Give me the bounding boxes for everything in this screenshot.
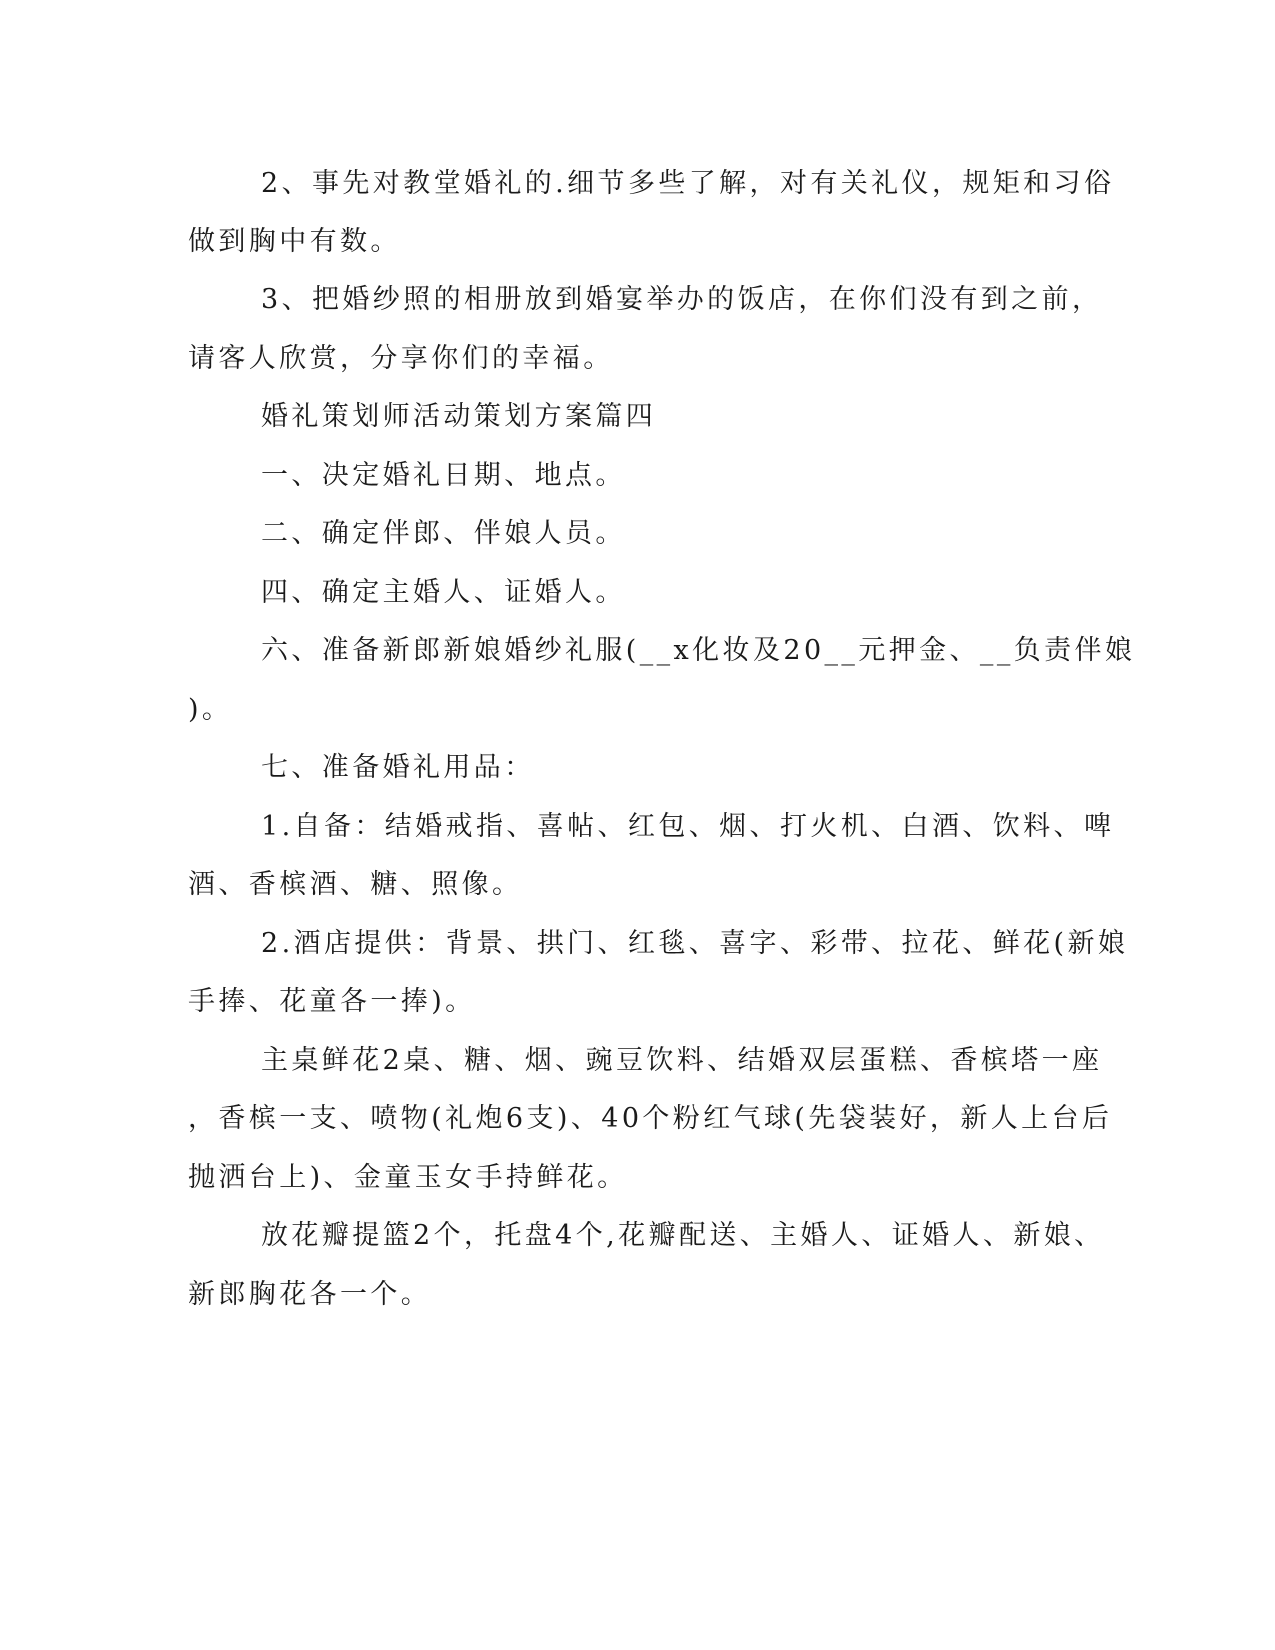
list-item: 四、确定主婚人、证婚人。 [261, 577, 626, 608]
paragraph-line: 做到胸中有数。 [188, 226, 401, 257]
paragraph-line: 放花瓣提篮2个，托盘4个,花瓣配送、主婚人、证婚人、新娘、 [261, 1220, 1105, 1251]
paragraph-line: 抛洒台上)、金童玉女手持鲜花。 [188, 1162, 628, 1193]
paragraph-line: 主桌鲜花2桌、糖、烟、豌豆饮料、结婚双层蛋糕、香槟塔一座 [261, 1045, 1103, 1076]
list-item: 六、准备新郎新娘婚纱礼服(__x化妆及20__元押金、__负责伴娘 [261, 635, 1136, 666]
paragraph-line: 酒、香槟酒、糖、照像。 [188, 869, 523, 900]
list-item: 二、确定伴郎、伴娘人员。 [261, 518, 626, 549]
paragraph-line: 2.酒店提供：背景、拱门、红毯、喜字、彩带、拉花、鲜花(新娘 [261, 928, 1129, 959]
list-item: 七、准备婚礼用品： [261, 752, 535, 783]
paragraph-line: 1.自备：结婚戒指、喜帖、红包、烟、打火机、白酒、饮料、啤 [261, 811, 1115, 842]
paragraph-line: )。 [188, 694, 233, 725]
section-heading: 婚礼策划师活动策划方案篇四 [261, 401, 657, 432]
list-item: 一、决定婚礼日期、地点。 [261, 460, 626, 491]
paragraph-line: 2、事先对教堂婚礼的.细节多些了解，对有关礼仪，规矩和习俗 [261, 168, 1115, 199]
paragraph-line: 3、把婚纱照的相册放到婚宴举办的饭店，在你们没有到之前， [261, 284, 1103, 315]
paragraph-line: 请客人欣赏，分享你们的幸福。 [188, 343, 614, 374]
paragraph-line: 新郎胸花各一个。 [188, 1279, 432, 1310]
paragraph-line: ，香槟一支、喷物(礼炮6支)、40个粉红气球(先袋装好，新人上台后 [188, 1103, 1113, 1134]
paragraph-line: 手捧、花童各一捧)。 [188, 986, 476, 1017]
